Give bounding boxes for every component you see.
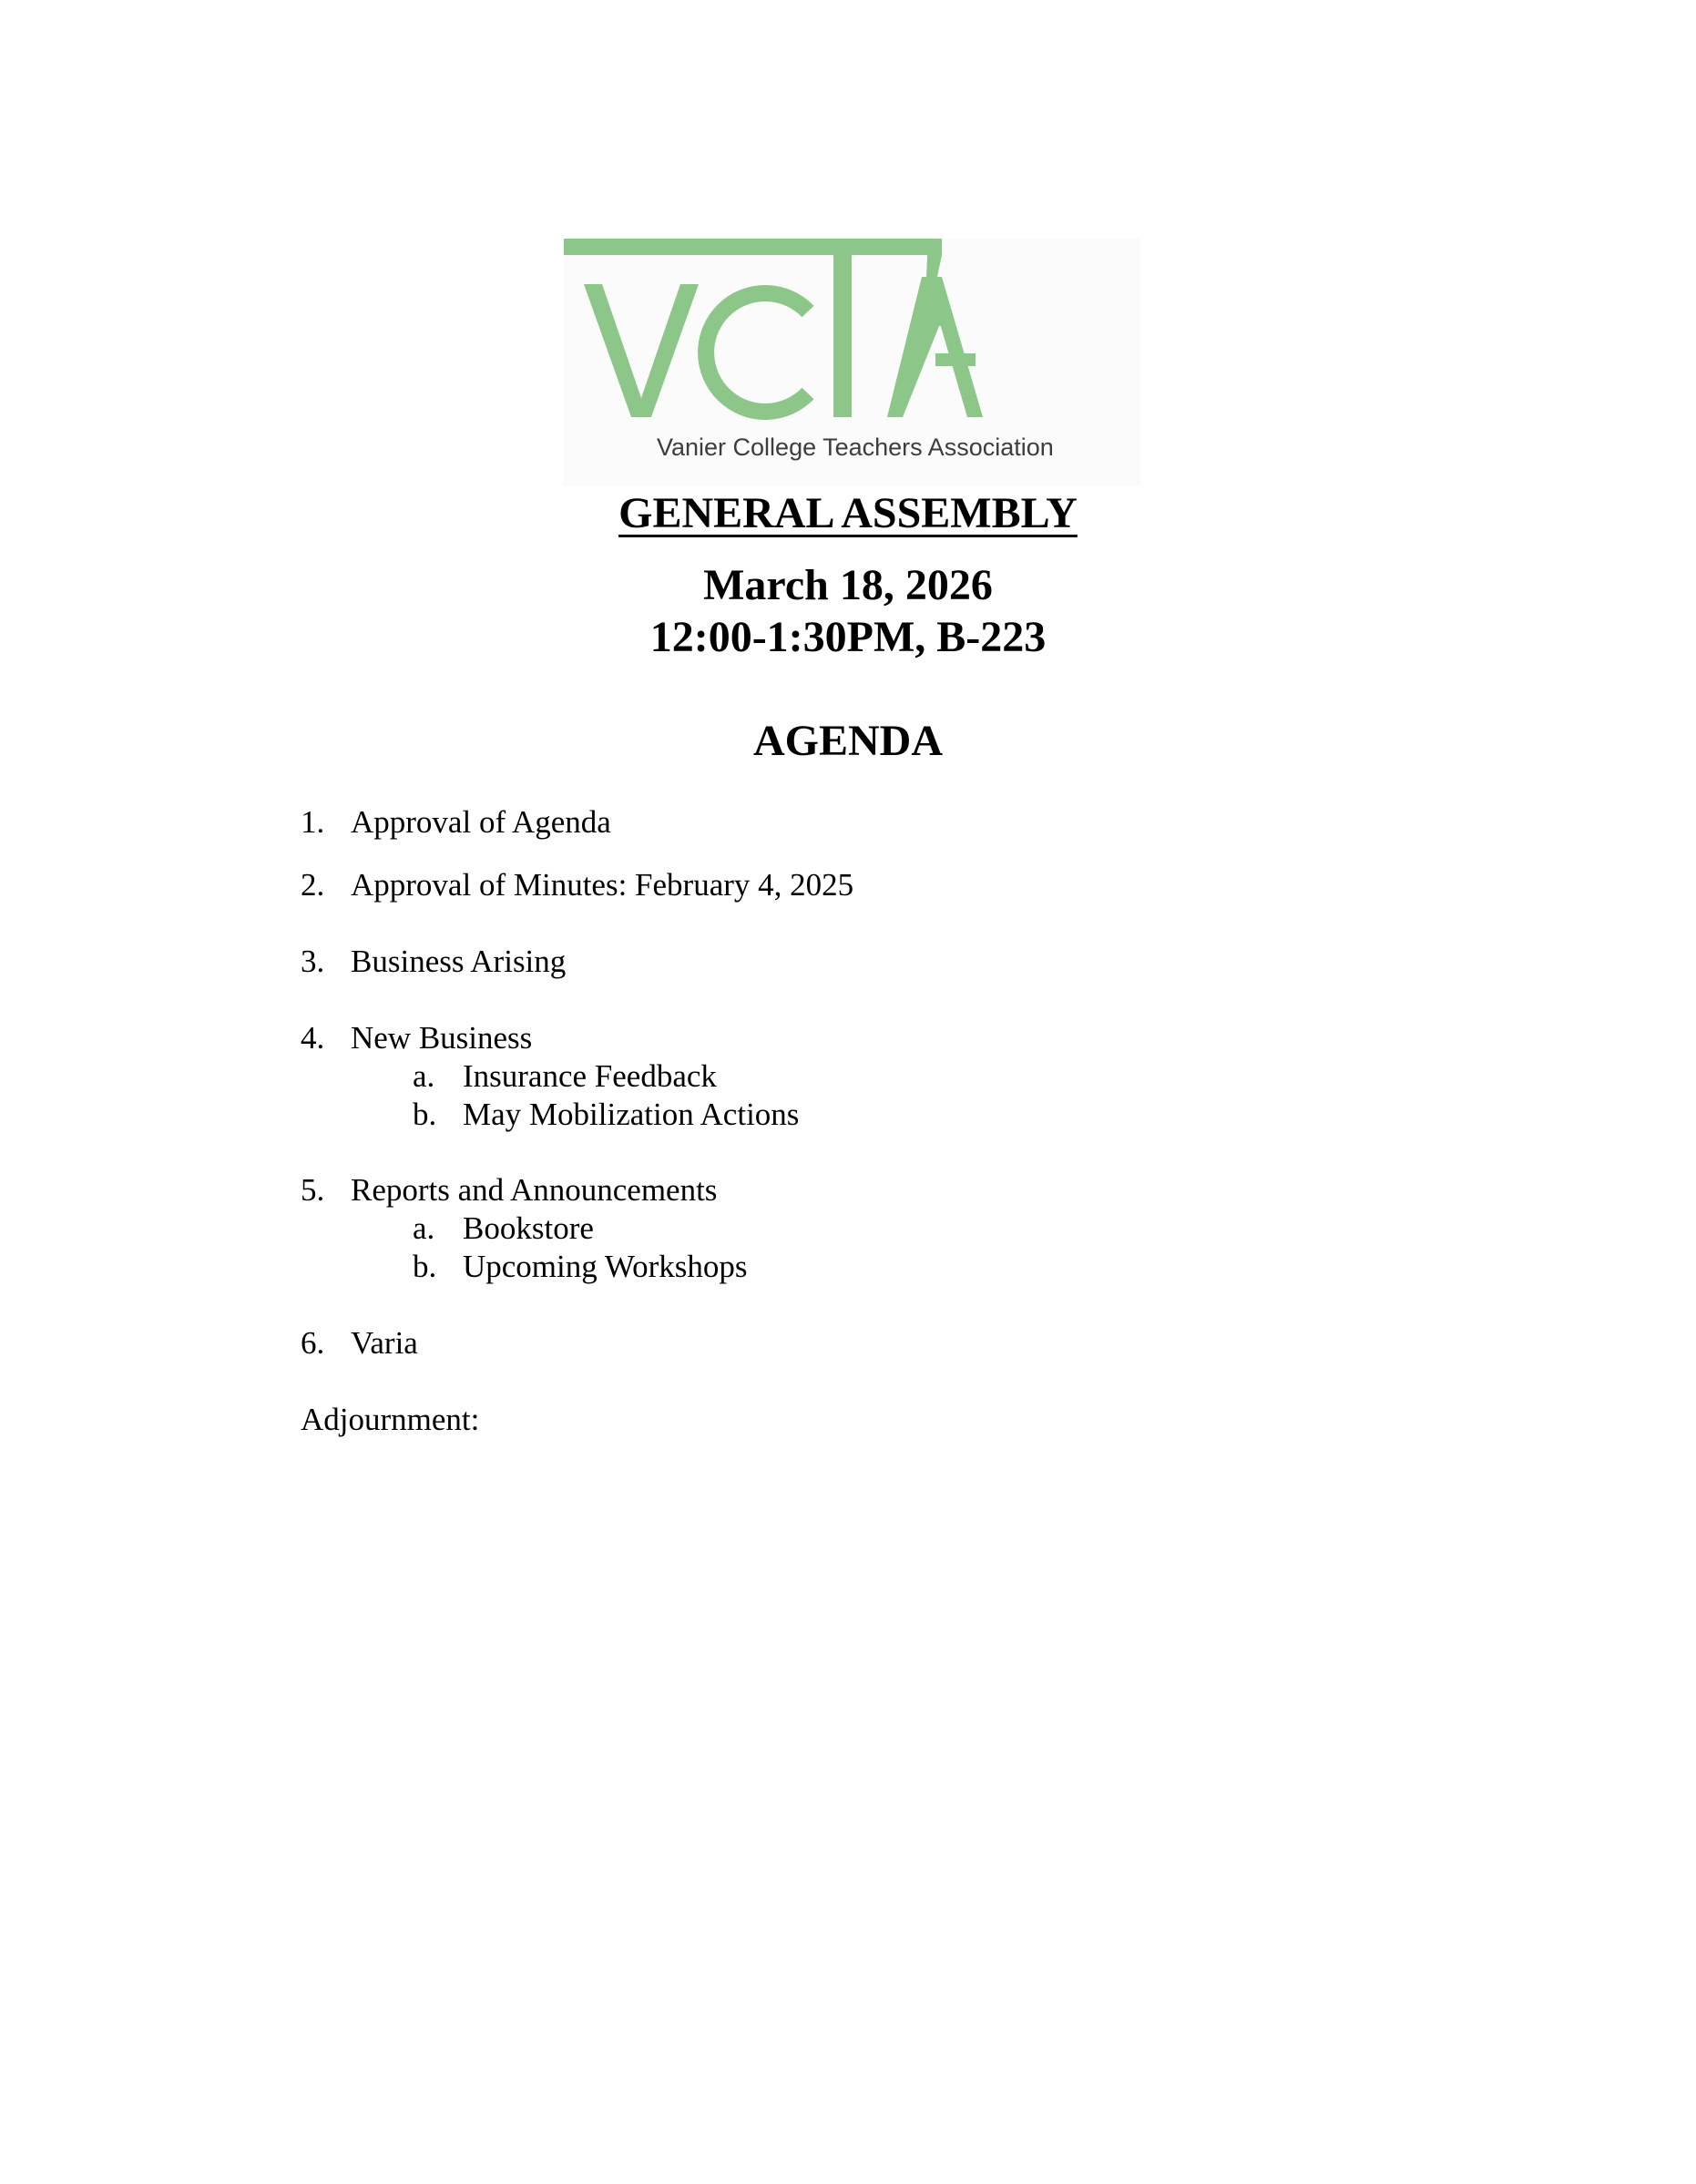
vcta-logo	[564, 239, 1140, 486]
item-number: 6.	[301, 1325, 325, 1361]
sub-item-letter: a.	[413, 1058, 435, 1094]
sub-item-letter: b.	[413, 1249, 437, 1284]
meeting-date: March 18, 2026	[703, 561, 993, 609]
agenda-heading: AGENDA	[752, 717, 943, 765]
item-number: 2.	[301, 867, 325, 903]
sub-item-label: Insurance Feedback	[463, 1058, 717, 1094]
logo-tagline: Vanier College Teachers Association	[657, 434, 1054, 461]
sub-item-label: Upcoming Workshops	[463, 1249, 748, 1284]
page-title: GENERAL ASSEMBLY	[618, 489, 1078, 537]
item-number: 4.	[301, 1020, 325, 1056]
sub-item-label: Bookstore	[463, 1210, 594, 1246]
item-label: New Business	[351, 1020, 533, 1056]
item-label: Approval of Agenda	[351, 804, 611, 840]
item-number: 3.	[301, 944, 325, 979]
sub-item-letter: b.	[413, 1097, 437, 1132]
item-number: 5.	[301, 1172, 325, 1208]
meeting-time-location: 12:00-1:30PM, B-223	[649, 613, 1047, 661]
sub-item-label: May Mobilization Actions	[463, 1097, 800, 1132]
item-label: Business Arising	[351, 944, 567, 979]
item-label: Reports and Announcements	[351, 1172, 718, 1208]
sub-item-letter: a.	[413, 1210, 435, 1246]
item-label: Varia	[351, 1325, 418, 1361]
adjournment-label: Adjournment:	[301, 1402, 480, 1437]
item-label: Approval of Minutes: February 4, 2025	[351, 867, 854, 903]
item-number: 1.	[301, 804, 325, 840]
